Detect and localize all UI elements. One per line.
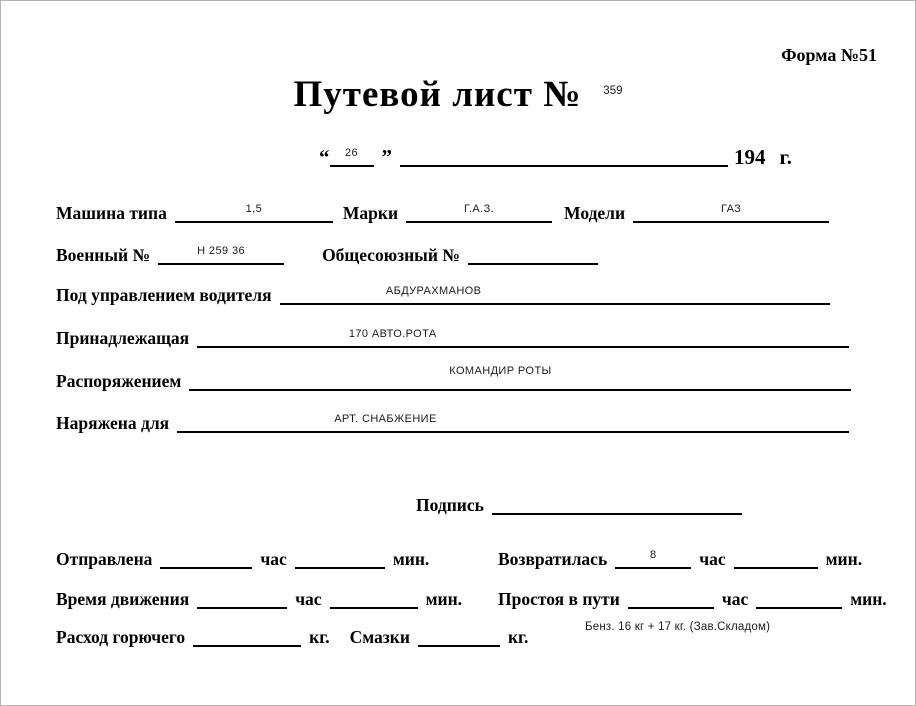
- day-value: 26: [344, 147, 359, 159]
- military-number-label: Военный №: [56, 245, 151, 265]
- fuel-line: [56, 627, 528, 648]
- year-prefix: 194: [734, 145, 766, 169]
- departed-hour-field[interactable]: [160, 549, 252, 569]
- date-line: [319, 145, 792, 170]
- fuel-field[interactable]: [193, 627, 301, 647]
- assigned-label: Наряжена для: [56, 413, 170, 433]
- travel-time-label: Время движения: [56, 589, 190, 609]
- fuel-note: Бенз. 16 кг + 17 кг. (Зав.Складом): [585, 621, 771, 633]
- kg-label: кг.: [309, 627, 330, 647]
- fuel-label: Расход горючего: [56, 627, 186, 647]
- form-number-label: Форма №51: [781, 45, 877, 65]
- machine-type-value: 1,5: [245, 203, 263, 215]
- assigned-line: [56, 413, 849, 434]
- idle-hour-field[interactable]: [628, 589, 714, 609]
- driver-value: АБДУРАХМАНОВ: [385, 285, 482, 297]
- kg-label: кг.: [507, 627, 529, 647]
- order-field[interactable]: [189, 365, 851, 391]
- close-quote: ”: [381, 145, 392, 169]
- lubricant-field[interactable]: [418, 627, 500, 647]
- hour-label: час: [260, 549, 287, 569]
- returned-hour-field[interactable]: [615, 549, 691, 569]
- brand-label: Марки: [342, 203, 399, 223]
- min-label: мин.: [392, 549, 430, 569]
- brand-field[interactable]: [406, 203, 552, 223]
- departed-label: Отправлена: [56, 549, 153, 569]
- travel-hour-field[interactable]: [197, 589, 287, 609]
- union-number-label: Общесоюзный №: [322, 245, 460, 265]
- title-row: [1, 73, 915, 116]
- travel-min-field[interactable]: [330, 589, 418, 609]
- waybill-number: 359: [603, 85, 623, 97]
- travel-time-line: [56, 589, 462, 610]
- returned-min-field[interactable]: [734, 549, 818, 569]
- hour-label: час: [721, 589, 749, 609]
- belongs-line: [56, 328, 849, 349]
- departed-min-field[interactable]: [295, 549, 385, 569]
- signature-line: [416, 495, 742, 516]
- vehicle-line-2: [56, 245, 598, 266]
- driver-field[interactable]: [280, 285, 830, 305]
- lubricant-label: Смазки: [349, 627, 410, 647]
- order-line: [56, 365, 851, 392]
- year-suffix: г.: [779, 145, 792, 169]
- order-label: Распоряжением: [56, 371, 182, 391]
- date-blank-field[interactable]: [400, 147, 728, 167]
- assigned-field[interactable]: [177, 413, 849, 433]
- model-value: ГАЗ: [720, 203, 742, 215]
- belongs-label: Принадлежащая: [56, 328, 190, 348]
- day-field[interactable]: [330, 147, 374, 167]
- returned-line: [498, 549, 862, 570]
- signature-field[interactable]: [492, 495, 742, 515]
- min-label: мин.: [850, 589, 887, 609]
- belongs-field[interactable]: [197, 328, 849, 348]
- min-label: мин.: [425, 589, 463, 609]
- model-label: Модели: [564, 203, 626, 223]
- idle-time-line: [498, 589, 887, 610]
- union-number-field[interactable]: [468, 245, 598, 265]
- military-number-value: Н 259 36: [197, 245, 245, 257]
- signature-label: Подпись: [416, 495, 484, 515]
- hour-label: час: [295, 589, 322, 609]
- driver-label: Под управлением водителя: [56, 285, 272, 305]
- machine-type-label: Машина типа: [56, 203, 167, 223]
- min-label: мин.: [825, 549, 863, 569]
- machine-type-field[interactable]: [175, 203, 333, 223]
- model-field[interactable]: [633, 203, 829, 223]
- departed-line: [56, 549, 429, 570]
- hour-label: час: [699, 549, 726, 569]
- returned-label: Возвратилась: [498, 549, 608, 569]
- idle-time-label: Простоя в пути: [498, 589, 620, 609]
- brand-value: Г.А.З.: [463, 203, 495, 215]
- page-title: Путевой лист №: [293, 74, 582, 115]
- idle-min-field[interactable]: [756, 589, 842, 609]
- driver-line: [56, 285, 830, 306]
- order-value: КОМАНДИР РОТЫ: [449, 365, 552, 377]
- vehicle-line-1: [56, 203, 829, 224]
- returned-hour-value: 8: [649, 549, 657, 561]
- belongs-value: 170 АВТО.РОТА: [348, 328, 437, 340]
- open-quote: “: [319, 145, 330, 169]
- military-number-field[interactable]: [158, 245, 284, 265]
- assigned-value: АРТ. СНАБЖЕНИЕ: [334, 413, 437, 425]
